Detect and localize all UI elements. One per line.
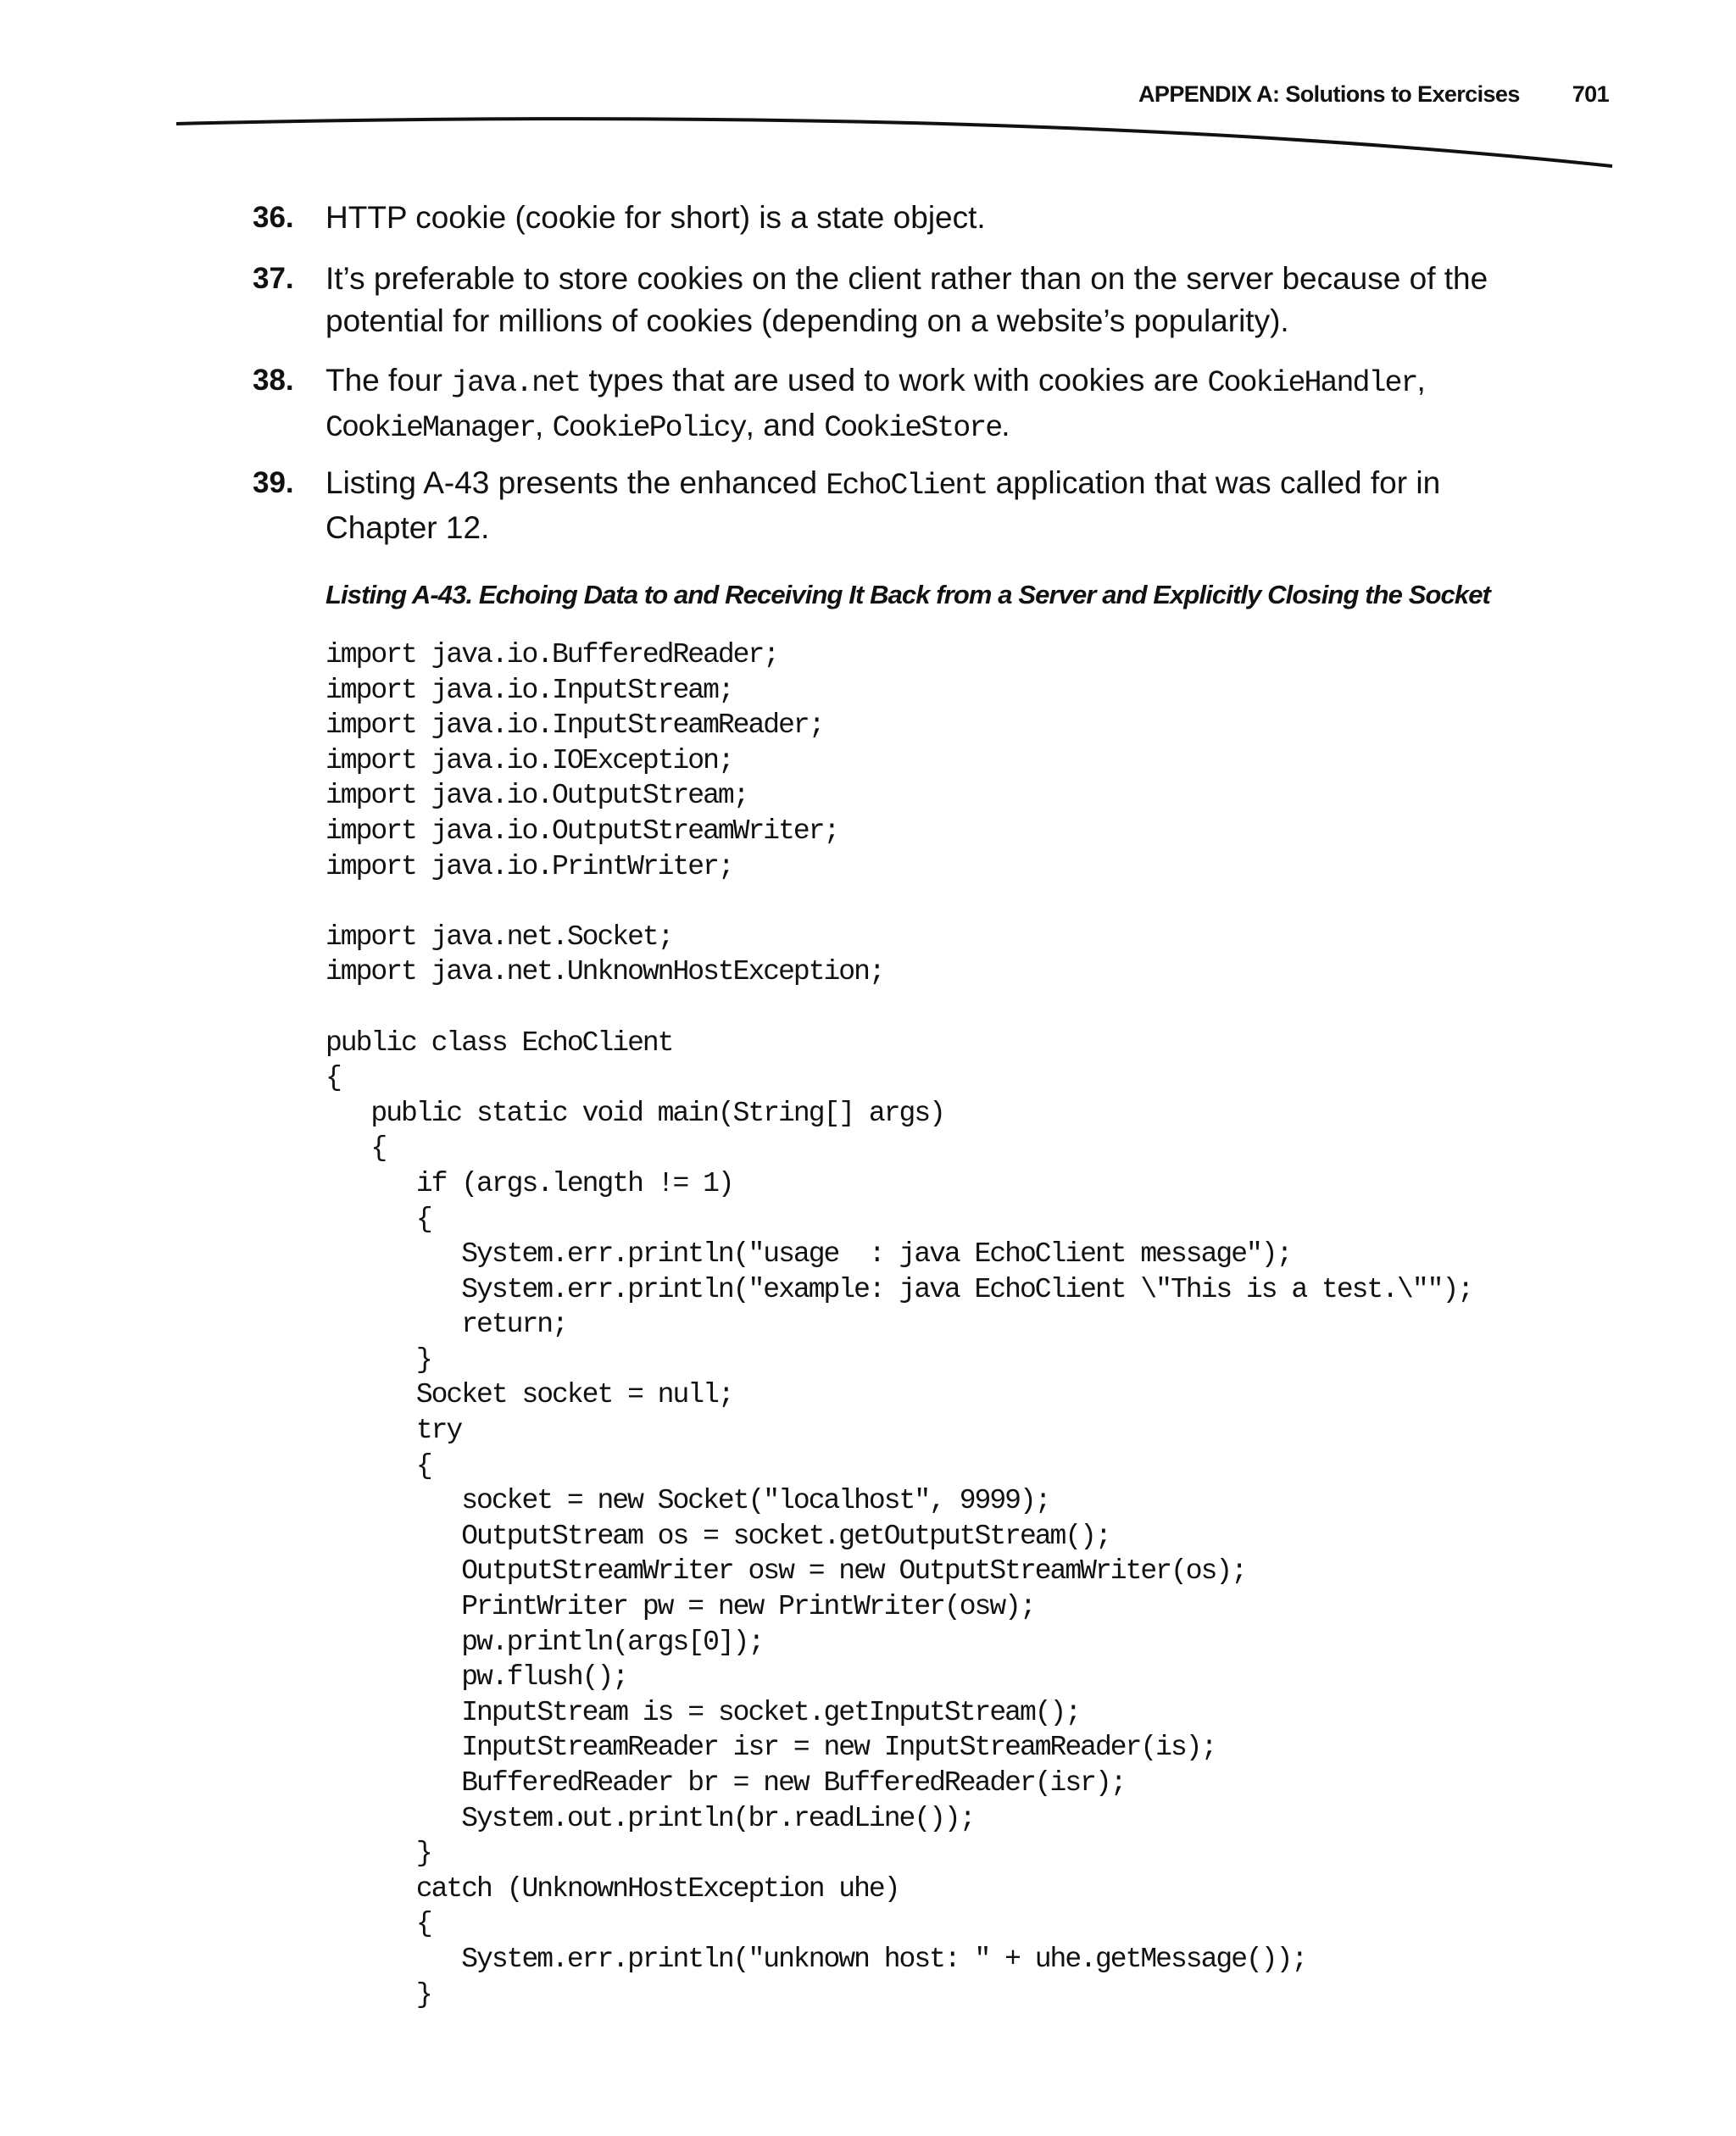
item-number: 36.: [253, 201, 294, 234]
code-line: Socket socket = null;: [326, 1379, 733, 1411]
code-line: System.err.println("unknown host: " + uhe.getMessage());: [326, 1943, 1307, 1975]
code-line: System.out.println(br.readLine());: [326, 1802, 975, 1834]
inline-code: CookieStore: [824, 411, 1002, 445]
item-number: 37.: [253, 262, 294, 295]
body-text: .: [1001, 408, 1010, 442]
body-text: ,: [1416, 363, 1426, 398]
code-line: BufferedReader br = new BufferedReader(isr);: [326, 1767, 1126, 1799]
item-number: 39.: [253, 466, 294, 499]
code-line: {: [326, 1203, 431, 1235]
code-line: import java.io.OutputStreamWriter;: [326, 815, 839, 847]
inline-code: java.net: [451, 366, 581, 400]
code-line: pw.println(args[0]);: [326, 1626, 764, 1658]
body-text: types that are used to work with cookies are: [580, 363, 1208, 398]
code-line: import java.io.OutputStream;: [326, 780, 748, 812]
code-line: [326, 884, 1472, 920]
code-line: return;: [326, 1309, 567, 1341]
code-line: import java.net.Socket;: [326, 921, 673, 953]
code-line: {: [326, 1132, 387, 1165]
inline-code: EchoClient: [826, 469, 988, 503]
item-body: [326, 462, 1529, 549]
code-line: OutputStreamWriter osw = new OutputStreamWriter(os);: [326, 1555, 1246, 1588]
code-line: import java.io.InputStream;: [326, 674, 733, 706]
inline-code: CookiePolicy: [552, 411, 746, 445]
item-body: [326, 359, 1529, 449]
code-line: public static void main(String[] args): [326, 1097, 944, 1129]
body-text: application that was called for in Chapter 12.: [326, 465, 1441, 545]
code-line: InputStreamReader isr = new InputStreamReader(is);: [326, 1732, 1216, 1764]
code-line: }: [326, 1978, 431, 2011]
section-title: APPENDIX A: Solutions to Exercises: [1138, 81, 1520, 107]
code-line: socket = new Socket("localhost", 9999);: [326, 1485, 1050, 1517]
code-line: InputStream is = socket.getInputStream();: [326, 1696, 1081, 1728]
body-text: ,: [535, 408, 553, 442]
code-line: import java.io.IOException;: [326, 744, 733, 776]
code-line: {: [326, 1062, 341, 1094]
inline-code: CookieManager: [326, 411, 536, 445]
code-line: }: [326, 1343, 431, 1376]
code-line: pw.flush();: [326, 1661, 628, 1694]
code-listing: [326, 637, 1472, 2012]
header-rule: [0, 0, 1736, 186]
code-line: import java.net.UnknownHostException;: [326, 956, 884, 988]
code-line: if (args.length != 1): [326, 1167, 733, 1199]
body-text: HTTP cookie (cookie for short) is a state object.: [326, 200, 986, 235]
code-line: import java.io.BufferedReader;: [326, 639, 779, 670]
code-line: }: [326, 1838, 431, 1870]
code-line: System.err.println("example: java EchoClient \"This is a test.\"");: [326, 1273, 1473, 1305]
code-line: public class EchoClient: [326, 1026, 673, 1059]
body-text: Listing A-43 presents the enhanced: [326, 465, 826, 500]
code-line: import java.io.InputStreamReader;: [326, 709, 824, 742]
body-text: It’s preferable to store cookies on the client rather than on the server because of the potential for millions of cookies (depending on a website’s popularity).: [326, 261, 1488, 338]
code-line: {: [326, 1449, 431, 1482]
code-line: System.err.println("usage : java EchoClient message");: [326, 1238, 1292, 1271]
code-line: try: [326, 1415, 462, 1447]
listing-caption: Listing A-43. Echoing Data to and Receiving It Back from a Server and Explicitly Closing the Socket: [326, 580, 1490, 609]
item-number: 38.: [253, 364, 294, 397]
inline-code: CookieHandler: [1207, 366, 1417, 400]
code-line: OutputStream os = socket.getOutputStream();: [326, 1520, 1110, 1552]
body-text: The four: [326, 363, 452, 398]
code-line: [326, 990, 1472, 1026]
body-text: , and: [745, 408, 825, 442]
item-body: [326, 258, 1529, 342]
code-line: PrintWriter pw = new PrintWriter(osw);: [326, 1591, 1035, 1623]
page-number: 701: [1572, 81, 1609, 107]
code-line: {: [326, 1908, 431, 1940]
code-line: catch (UnknownHostException uhe): [326, 1872, 899, 1905]
item-body: [326, 197, 1529, 239]
code-line: import java.io.PrintWriter;: [326, 850, 733, 882]
